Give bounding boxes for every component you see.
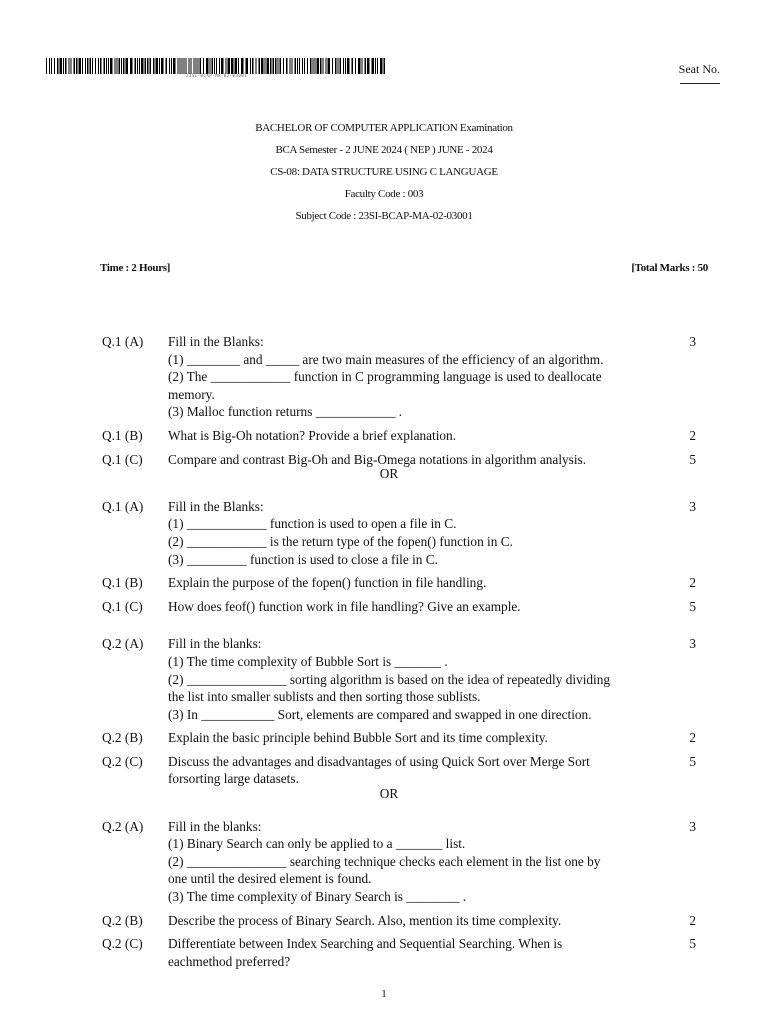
question-marks: 5 [689, 451, 696, 467]
question-text: memory. [168, 386, 215, 402]
question-text: (2) The ____________ function in C programming language is used to deallocate [168, 369, 602, 385]
question-number: Q.2 (B) [102, 912, 143, 928]
question-text: Explain the purpose of the fopen() function in file handling. [168, 575, 487, 591]
question [102, 451, 696, 469]
question-text: How does feof() function work in file handling? Give an example. [168, 598, 521, 614]
question-text: (1) ________ and _____ are two main measures of the efficiency of an algorithm. [168, 351, 604, 367]
question-text: Fill in the Blanks: [168, 334, 264, 349]
question [102, 427, 696, 445]
barcode-number: 23SI-BCAP-MA-02-03001 [186, 73, 248, 78]
header-line: CS-08: DATA STRUCTURE USING C LANGUAGE [270, 166, 498, 178]
question-number: Q.2 (C) [102, 936, 143, 952]
question-text: (3) The time complexity of Binary Search is ________ . [168, 889, 467, 905]
header-line: Faculty Code : 003 [344, 188, 424, 200]
question-number: Q.2 (A) [102, 636, 144, 652]
header-line: BACHELOR OF COMPUTER APPLICATION Examination [255, 122, 513, 134]
or-separator: OR [379, 786, 399, 802]
seat-number-blank [680, 83, 720, 84]
question [102, 574, 696, 592]
question-text: Fill in the Blanks: [168, 498, 264, 514]
time-label: Time : 2 Hours] [100, 262, 171, 274]
question-text: Discuss the advantages and disadvantages of using Quick Sort over Merge Sort [168, 753, 590, 769]
question [102, 935, 696, 970]
question-text: (3) In ___________ Sort, elements are compared and swapped in one direction. [168, 706, 592, 722]
question-marks: 5 [689, 753, 696, 769]
question [102, 333, 696, 421]
question-marks: 5 [689, 598, 696, 614]
question-text: Explain the basic principle behind Bubble Sort and its time complexity. [168, 730, 548, 746]
question [102, 635, 696, 723]
question-marks: 3 [689, 818, 696, 834]
question-number: Q.1 (C) [102, 451, 143, 467]
question [102, 498, 696, 568]
seat-number-field [679, 62, 720, 84]
question-text: What is Big-Oh notation? Provide a brief explanation. [168, 427, 457, 443]
time-marks-row [100, 262, 708, 274]
question-number: Q.1 (B) [102, 575, 143, 591]
question-text: (1) ____________ function is used to open a file in C. [168, 516, 457, 532]
question-text: one until the desired element is found. [168, 871, 372, 887]
question-number: Q.1 (C) [102, 598, 143, 614]
question-text: (2) ____________ is the return type of the fopen() function in C. [168, 533, 513, 549]
question-marks: 2 [689, 575, 696, 591]
question-marks: 2 [689, 730, 696, 746]
question [102, 729, 696, 747]
question-marks: 2 [689, 427, 696, 443]
question-number: Q.1 (B) [102, 427, 143, 443]
question-text: (2) _______________ searching technique checks each element in the list one by [168, 853, 601, 869]
question-text: Fill in the blanks: [168, 818, 262, 834]
header-line: Subject Code : 23SI-BCAP-MA-02-03001 [295, 210, 473, 222]
question-marks: 2 [689, 912, 696, 928]
question-marks: 5 [689, 936, 696, 952]
question-marks: 3 [689, 334, 696, 349]
question-text: Fill in the blanks: [168, 636, 262, 652]
question-text: Describe the process of Binary Search. Also, mention its time complexity. [168, 912, 562, 928]
header-line: BCA Semester - 2 JUNE 2024 ( NEP ) JUNE - 2024 [275, 144, 493, 156]
question-number: Q.1 (A) [102, 334, 144, 349]
or-separator: OR [379, 466, 399, 482]
question [102, 912, 696, 930]
question-text: (3) Malloc function returns ____________ . [168, 404, 403, 420]
question [102, 753, 696, 788]
question-text: the list into smaller sublists and then sorting those sublists. [168, 689, 481, 705]
question-text: Differentiate between Index Searching and Sequential Searching. When is [168, 936, 563, 952]
exam-header [0, 122, 768, 232]
question-number: Q.1 (A) [102, 498, 144, 514]
question-marks: 3 [689, 498, 696, 514]
question-number: Q.2 (B) [102, 730, 143, 746]
question-text: forsorting large datasets. [168, 771, 299, 787]
total-marks-label: [Total Marks : 50 [631, 262, 708, 274]
question-number: Q.2 (A) [102, 818, 144, 834]
question-text: (1) Binary Search can only be applied to a _______ list. [168, 836, 466, 852]
barcode [46, 58, 386, 74]
questions-list [102, 333, 696, 970]
question-text: (1) The time complexity of Bubble Sort is _______ . [168, 653, 448, 669]
question-text: Compare and contrast Big-Oh and Big-Omega notations in algorithm analysis. [168, 451, 587, 467]
question-text: eachmethod preferred? [168, 953, 291, 969]
question-marks: 3 [689, 636, 696, 652]
question-text: (3) _________ function is used to close a file in C. [168, 551, 438, 567]
seat-label: Seat No. [678, 62, 720, 76]
question [102, 598, 696, 616]
question [102, 818, 696, 906]
question-number: Q.2 (C) [102, 753, 143, 769]
question-text: (2) _______________ sorting algorithm is based on the idea of repeatedly dividing [168, 671, 611, 687]
page-number: 1 [381, 988, 387, 1000]
